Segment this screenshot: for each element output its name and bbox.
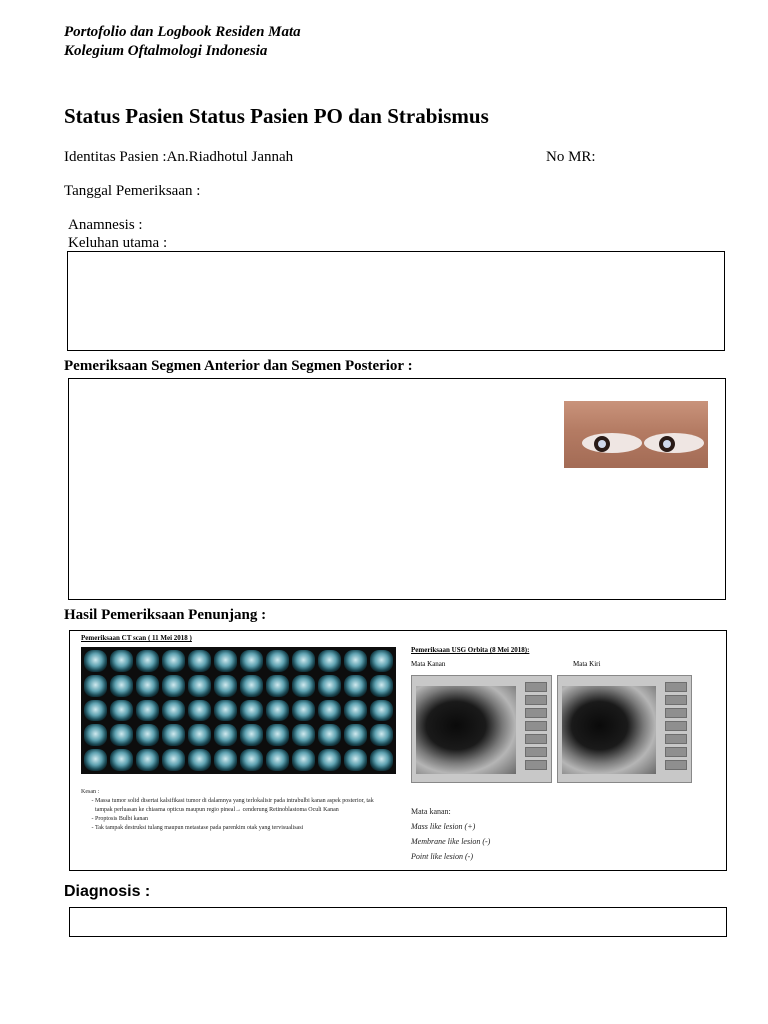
ct-slice <box>266 675 289 697</box>
ct-scan-image <box>81 647 396 774</box>
ct-slice <box>344 650 367 672</box>
support-exam-label: Hasil Pemeriksaan Penunjang : <box>64 607 267 623</box>
ct-slice <box>110 700 133 722</box>
medical-record-number: No MR: <box>546 149 596 165</box>
ct-slice <box>188 749 211 771</box>
ct-slice <box>84 675 107 697</box>
ct-slice <box>240 724 263 746</box>
diagnosis-label: Diagnosis : <box>64 883 151 900</box>
ct-impression-item: - Proptosis Bulbi kanan <box>95 815 381 824</box>
ct-slice <box>136 650 159 672</box>
header-line-2: Kolegium Oftalmologi Indonesia <box>64 43 268 59</box>
anamnesis-label: Anamnesis : <box>68 217 143 233</box>
ct-slice <box>136 700 159 722</box>
ct-slice <box>214 724 237 746</box>
ct-impression-item: - Massa tumor solid disertai kalsifikasi tumor di dalamnya yang terlokalisir pada intrabulbi kanan aspek posterior, tak tampak perluasan ke chiasma opticus maupun regio pineal→ cenderung Retinoblastoma Oculi Kanan <box>95 797 381 815</box>
ct-impression-title: Kesan : <box>81 789 100 795</box>
ct-slice <box>136 724 159 746</box>
usg-impression-item: Mass like lesion (+) <box>411 822 476 831</box>
ct-slice <box>188 675 211 697</box>
ct-slice <box>162 675 185 697</box>
ct-slice <box>292 724 315 746</box>
usg-left-eye-image <box>557 675 692 783</box>
ct-slice <box>188 650 211 672</box>
ct-slice <box>84 749 107 771</box>
ct-impression-item: - Tak tampak destruksi tulang maupun metastase pada parenkim otak yang tervisualisasi <box>95 824 381 833</box>
ct-slice <box>318 650 341 672</box>
ct-slice <box>214 749 237 771</box>
ct-slice <box>266 650 289 672</box>
ct-slice <box>266 749 289 771</box>
ct-slice <box>84 724 107 746</box>
segment-exam-label: Pemeriksaan Segmen Anterior dan Segmen Posterior : <box>64 358 413 374</box>
ct-slice <box>110 650 133 672</box>
ct-slice <box>162 749 185 771</box>
ct-slice <box>110 675 133 697</box>
ct-slice <box>188 724 211 746</box>
ct-slice <box>292 675 315 697</box>
ct-slice <box>240 675 263 697</box>
ct-slice <box>240 749 263 771</box>
ct-slice <box>266 724 289 746</box>
exam-date: Tanggal Pemeriksaan : <box>64 183 201 199</box>
ct-slice <box>240 700 263 722</box>
ct-slice <box>318 675 341 697</box>
ct-slice <box>344 724 367 746</box>
ct-slice <box>162 700 185 722</box>
ct-slice <box>370 749 393 771</box>
usg-right-eye-label: Mata Kanan <box>411 660 446 668</box>
ct-slice <box>266 700 289 722</box>
usg-left-eye-label: Mata Kiri <box>573 660 601 668</box>
ct-slice <box>344 749 367 771</box>
ct-slice <box>292 700 315 722</box>
ct-slice <box>370 724 393 746</box>
page-title: Status Pasien Status Pasien PO dan Strabismus <box>64 104 489 128</box>
ct-slice <box>318 724 341 746</box>
ct-slice <box>110 724 133 746</box>
ct-impression <box>81 788 381 833</box>
usg-caption: Pemeriksaan USG Orbita (8 Mei 2018): <box>411 646 530 654</box>
ct-slice <box>214 675 237 697</box>
ct-slice <box>344 700 367 722</box>
diagnosis-box[interactable] <box>69 907 727 937</box>
chief-complaint-label: Keluhan utama : <box>68 235 168 251</box>
ct-slice <box>370 675 393 697</box>
patient-identity: Identitas Pasien :An.Riadhotul Jannah <box>64 149 294 165</box>
ct-caption: Pemeriksaan CT scan ( 11 Mei 2018 ) <box>81 634 192 642</box>
ct-slice <box>292 650 315 672</box>
ct-slice <box>136 675 159 697</box>
ct-slice <box>370 650 393 672</box>
ct-slice <box>84 650 107 672</box>
ct-slice <box>162 724 185 746</box>
ct-slice <box>292 749 315 771</box>
ct-slice <box>84 700 107 722</box>
usg-impression-item: Membrane like lesion (-) <box>411 837 491 846</box>
ct-slice <box>318 749 341 771</box>
ct-slice <box>240 650 263 672</box>
usg-impression <box>411 804 490 864</box>
header-line-1: Portofolio dan Logbook Residen Mata <box>64 24 301 40</box>
ct-slice <box>188 700 211 722</box>
chief-complaint-box[interactable] <box>67 251 725 351</box>
ct-slice <box>136 749 159 771</box>
ct-slice <box>214 650 237 672</box>
ct-slice <box>344 675 367 697</box>
ct-slice <box>370 700 393 722</box>
eye-photo <box>564 401 708 468</box>
ct-slice <box>318 700 341 722</box>
ct-slice <box>214 700 237 722</box>
usg-impression-title: Mata kanan: <box>411 807 451 816</box>
usg-right-eye-image <box>411 675 552 783</box>
ct-slice <box>110 749 133 771</box>
usg-impression-item: Point like lesion (-) <box>411 852 473 861</box>
ct-slice <box>162 650 185 672</box>
